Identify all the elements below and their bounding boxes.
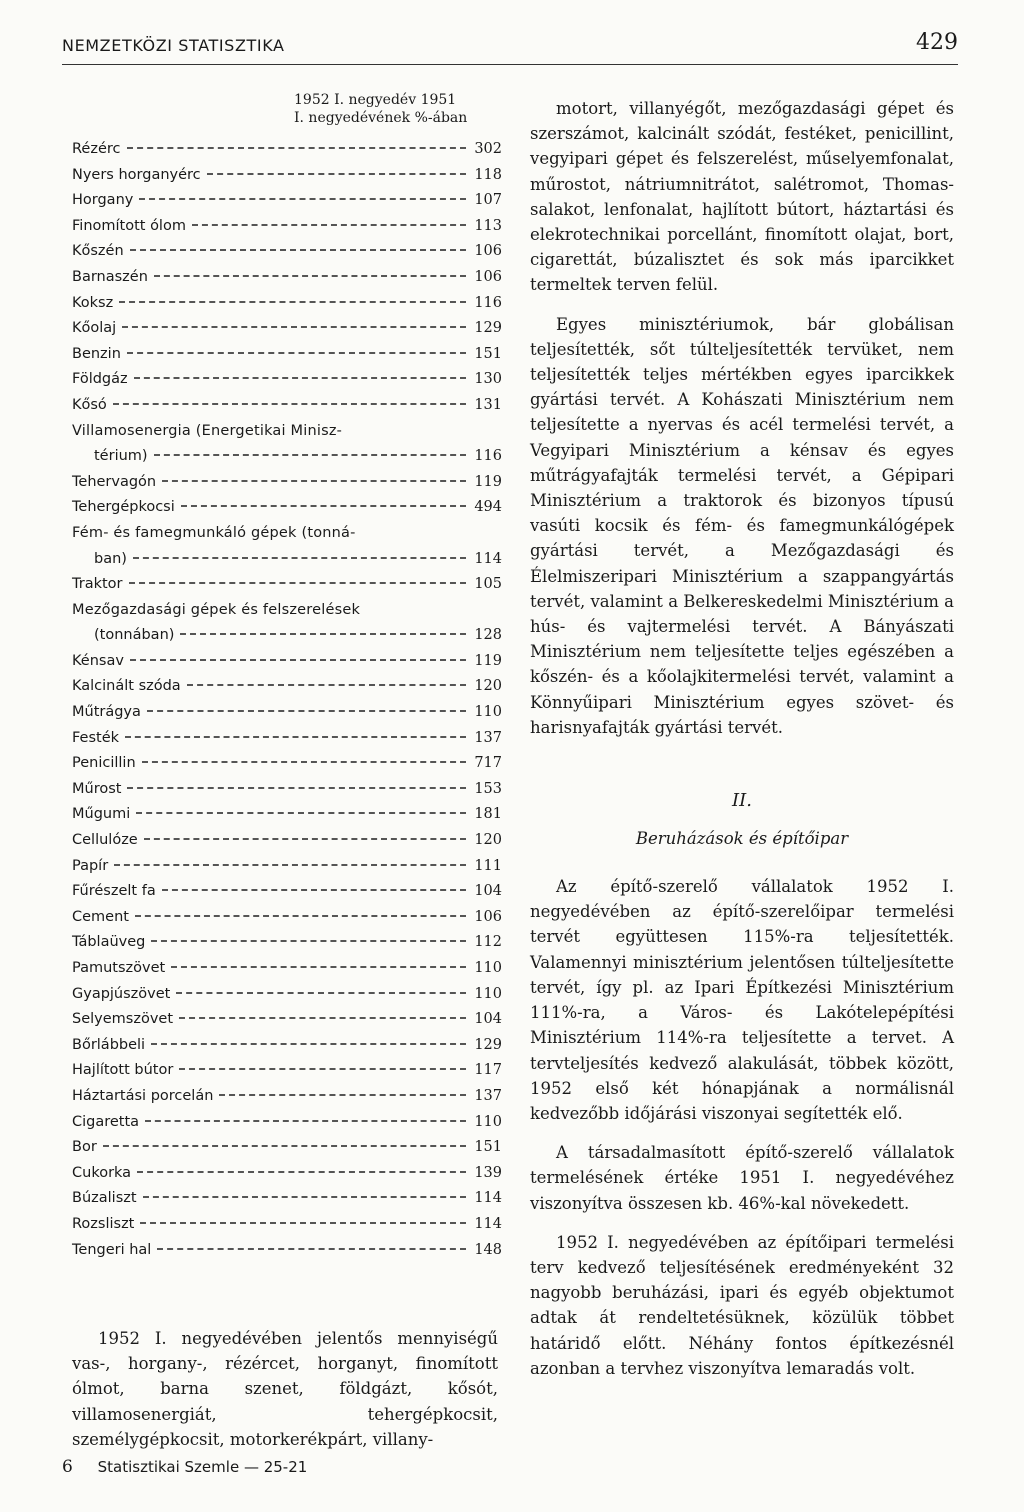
row-value: 110 [474,985,502,1002]
row-label: Kőszén [72,243,124,260]
table-row [72,320,502,346]
paragraph-3: Az építő-szerelő vállalatok 1952 I. negyedévében az építő-szerelőipar termelési tervét együttesen 115%-ra teljesítették. Valamennyi minisztérium jelentősen túlteljesítette tervét, így pl. az Ipari Építkezési Minisztérium 111%-ra, a Város- és Lakótelepépítési Minisztérium 114%-ra teljesítette a tervet. A tervteljesítés kedvező alakulását, többek között, 1952 első két hónapjának a normálisnál kedvezőbb időjárási viszonyai segítették elő. [530,877,954,1123]
leader-dashes [176,992,466,994]
leader-dashes [143,1196,466,1198]
row-label: Cement [72,908,129,925]
row-value: 119 [474,652,502,669]
row-value: 120 [474,832,502,849]
table-row [72,218,502,244]
table-header-line-2: I. negyedévének %-ában [294,110,468,126]
table-row [72,806,502,832]
row-label: Cellulóze [72,832,138,849]
row-value: 104 [474,883,502,900]
statistics-table [72,92,502,1267]
row-label: Kalcinált szóda [72,678,181,695]
table-row [72,730,502,756]
row-label: Kénsav [72,652,124,669]
row-value: 116 [474,448,502,465]
table-row [72,858,502,884]
row-label: Kőolaj [72,320,117,337]
section-number: II. [732,790,752,812]
table-row [72,678,502,704]
row-label: Háztartási porcelán [72,1087,214,1104]
row-label: Nyers horganyérc [72,166,201,183]
row-label: Barnaszén [72,268,148,285]
leader-dashes [127,352,466,354]
leader-dashes [157,1248,466,1250]
row-label: Rézérc [72,141,121,157]
leader-dashes [151,940,466,942]
table-row [72,602,502,628]
row-value: 181 [474,806,502,823]
row-label: Műgumi [72,806,131,823]
row-value: 148 [474,1241,502,1258]
row-label: Finomított ólom [72,217,186,234]
table-rows [72,141,502,1267]
leader-dashes [125,736,466,738]
table-row [72,704,502,730]
table-row [72,755,502,781]
row-value: 117 [474,1062,502,1079]
table-row [72,1242,502,1268]
table-row [72,986,502,1012]
row-label: Papír [72,857,109,874]
row-label: Cukorka [72,1164,132,1181]
leader-dashes [119,301,466,303]
leader-dashes [130,249,466,251]
row-label: Horgany [72,192,134,209]
paragraph-1: motort, villanyégőt, mezőgazdasági gépet és szerszámot, kalcinált szódát, festéket, penicillint, vegyipari gépet és felszerelést, műselyemfonalat, műrostot, nátriumnitrátot, salétromot, Thomas-salakot, lenfonalat, hajlított bútort, háztartási és elekrotechnikai porcellánt, finomított olajat, bort, cigarettát, búzalisztet és sok más iparcikket termeltek terven felül. [530,99,954,295]
table-row [72,525,502,551]
row-value: 112 [474,934,502,951]
row-value: 106 [474,243,502,260]
row-value: 129 [474,1036,502,1053]
row-label: Fűrészelt fa [72,883,156,900]
leader-dashes [207,173,466,175]
left-paragraph: 1952 I. negyedévében jelentős mennyiségű vas-, horgany-, rézércet, horganyt, finomított ólmot, barna szenet, földgázt, kősót, villamosenergiát, tehergépkocsit, személygépkocsit, motorkerékpárt, villany- [72,1329,498,1449]
paragraph-5: 1952 I. negyedévében az építőipari termelési terv kedvező teljesítésének eredményeként 32 nagyobb beruházási, ipari és egyéb objektumot adtak át rendeltetésüknek, közülük többet határidő előtt. Néhány fontos építkezésnél azonban a tervhez viszonyítva lemaradás volt. [530,1232,954,1378]
row-value: 119 [474,473,502,490]
row-value: 104 [474,1011,502,1028]
leader-dashes [187,684,466,686]
table-row [72,448,502,474]
page-footer [62,1457,307,1477]
leader-dashes [154,275,466,277]
leader-dashes [162,889,466,891]
section-title: Beruházások és építőipar [635,829,849,849]
table-row [72,1011,502,1037]
row-label: Táblaüveg [72,934,146,951]
row-value: 107 [474,192,502,209]
row-value: 302 [474,141,502,157]
row-label: Cigaretta [72,1113,140,1130]
table-row [72,371,502,397]
table-row [72,1062,502,1088]
leader-dashes [154,454,466,456]
row-value: 137 [474,729,502,746]
page-header [62,28,958,65]
row-value: 118 [474,166,502,183]
table-row [72,1216,502,1242]
row-value: 131 [474,396,502,413]
table-header [72,92,502,137]
row-label: Traktor [72,576,123,593]
row-label: Rozsliszt [72,1215,135,1232]
journal-title: NEMZETKÖZI STATISZTIKA [62,36,285,55]
row-label: Műtrágya [72,704,141,721]
row-value: 114 [474,1190,502,1207]
paragraph-4: A társadalmasított építő-szerelő vállalatok termelésének értéke 1951 I. negyedévéhez viszonyítva összesen kb. 46%-kal növekedett. [530,1143,954,1213]
row-value: 139 [474,1164,502,1181]
row-value: 151 [474,345,502,362]
row-value: 110 [474,704,502,721]
row-label: Műrost [72,780,122,797]
leader-dashes [127,787,466,789]
leader-dashes [139,198,466,200]
leader-dashes [180,633,466,635]
row-value: 113 [474,217,502,234]
leader-dashes [145,1120,466,1122]
row-label: Kősó [72,396,107,413]
footer-text: Statisztikai Szemle — 25-21 [97,1458,308,1476]
row-value: 130 [474,371,502,388]
table-row [72,1190,502,1216]
leader-dashes [122,326,466,328]
row-value: 116 [474,294,502,311]
row-label: térium) [94,448,148,465]
row-value: 114 [474,550,502,567]
table-row [72,576,502,602]
row-label: Tehervagón [72,473,157,490]
row-label: Pamutszövet [72,960,166,976]
right-column [530,96,954,1381]
row-value: 110 [474,1113,502,1130]
leader-dashes [142,761,466,763]
table-row [72,295,502,321]
row-label: Fém- és famegmunkáló gépek (tonná- [72,524,356,541]
row-value: 105 [474,576,502,593]
row-label: Földgáz [72,371,128,388]
footer-page-number: 6 [62,1457,73,1477]
row-label: Penicillin [72,755,136,772]
leader-dashes [127,147,467,149]
row-value: 128 [474,627,502,644]
leader-dashes [113,403,466,405]
table-row [72,551,502,577]
row-label: Bor [72,1139,97,1156]
leader-dashes [181,505,466,507]
leader-dashes [114,864,466,866]
row-value: 106 [474,268,502,285]
table-row [72,474,502,500]
table-row [72,934,502,960]
leader-dashes [129,582,467,584]
leader-dashes [151,1043,466,1045]
table-row [72,499,502,525]
leader-dashes [135,915,466,917]
row-label: Tehergépkocsi [72,499,175,516]
row-value: 120 [474,678,502,695]
page-number: 429 [916,30,958,55]
table-row [72,627,502,653]
paragraph-2: Egyes minisztériumok, bár globálisan teljesítették, sőt túlteljesítették tervüket, nem teljesítették teljes mértékben egyes iparcikkek gyártási tervét. A Kohászati Minisztérium nem teljesítette a nyervas és acél termelési tervét, a Vegyipari Minisztérium a kénsav és egyes műtrágyafajták termelési tervét, a Gépipari Minisztérium a traktorok és bizonyos típusú vasúti kocsik és fém- és famegmunkálógépek gyártási tervét, a Mezőgazdasági és Élelmiszeripari Minisztérium a szappangyártás tervét, valamint a Belkereskedelmi Minisztérium a hús- és vajtermelési tervét. A Bányászati Minisztérium nem teljesítette teljes egészében a kőszén- és a kőolajkitermelési tervét, valamint a Könnyűipari Minisztérium egyes szövet- és harisnyafajták gyártási tervét. [530,314,955,737]
row-label: Selyemszövet [72,1011,174,1028]
leader-dashes [134,377,466,379]
table-row [72,781,502,807]
row-value: 153 [474,780,502,797]
leader-dashes [171,966,466,968]
leader-dashes [136,812,466,814]
leader-dashes [140,1222,466,1224]
table-row [72,1088,502,1114]
leader-dashes [162,480,466,482]
row-label: Búzaliszt [72,1190,137,1207]
table-row [72,167,502,193]
leader-dashes [103,1145,466,1147]
leader-dashes [130,659,466,661]
leader-dashes [137,1171,466,1173]
row-label: ban) [94,550,127,567]
table-row [72,832,502,858]
leader-dashes [144,838,466,840]
row-value: 137 [474,1087,502,1104]
row-value: 717 [474,755,502,772]
table-row [72,192,502,218]
row-label: Gyapjúszövet [72,985,171,1002]
row-label: Villamosenergia (Energetikai Minisz- [72,422,343,439]
leader-dashes [179,1068,466,1070]
row-value: 151 [474,1139,502,1156]
row-label: Hajlított bútor [72,1062,174,1079]
table-row [72,1139,502,1165]
row-value: 110 [474,960,502,976]
row-label: Mezőgazdasági gépek és felszerelések [72,601,361,618]
leader-dashes [133,557,466,559]
table-header-line-1: 1952 I. negyedév 1951 [294,92,457,108]
table-row [72,397,502,423]
leader-dashes [219,1094,466,1096]
row-value: 114 [474,1215,502,1232]
row-label: Bőrlábbeli [72,1036,146,1053]
table-row [72,1114,502,1140]
row-label: Benzin [72,345,121,362]
table-row [72,243,502,269]
table-row [72,960,502,986]
table-row [72,346,502,372]
row-label: (tonnában) [94,627,175,644]
leader-dashes [147,710,466,712]
row-label: Tengeri hal [72,1241,152,1258]
table-row [72,653,502,679]
row-value: 111 [474,857,502,874]
row-value: 494 [474,499,502,516]
table-row [72,141,502,167]
row-value: 106 [474,908,502,925]
table-row [72,909,502,935]
leader-dashes [179,1017,466,1019]
row-label: Festék [72,729,120,746]
table-row [72,423,502,449]
leader-dashes [192,224,466,226]
table-row [72,269,502,295]
row-value: 129 [474,320,502,337]
row-label: Koksz [72,294,114,311]
table-row [72,1037,502,1063]
table-row [72,883,502,909]
table-row [72,1165,502,1191]
